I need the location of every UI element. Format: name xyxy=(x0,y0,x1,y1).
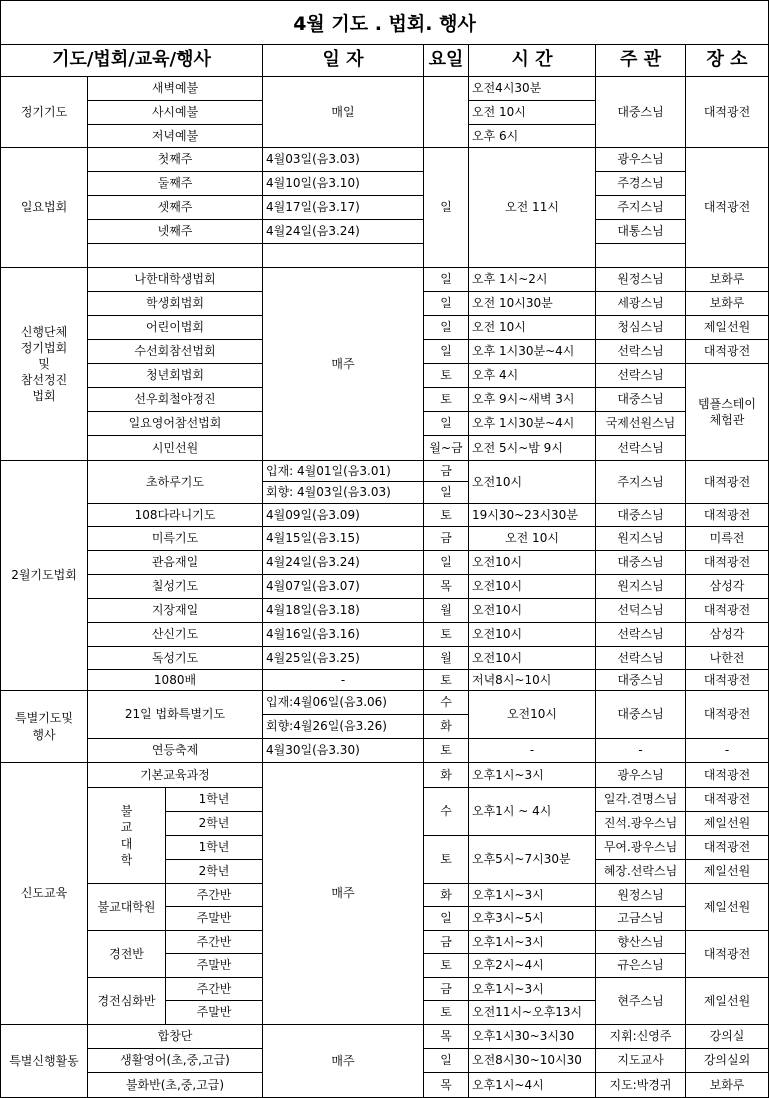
cell-place: 제일선원 xyxy=(686,812,768,836)
cell-date: 4월07일(음3.07) xyxy=(263,575,424,599)
header-date: 일 자 xyxy=(263,45,424,77)
cell-date: 매주 xyxy=(263,268,424,461)
cell-place: 강의실 xyxy=(686,1025,768,1049)
cell-host: 지도:박경귀 xyxy=(596,1073,686,1097)
cell-date: 4월25일(음3.25) xyxy=(263,647,424,670)
cell-date: 매주 xyxy=(263,1025,424,1097)
cell-time: - xyxy=(469,739,596,763)
cell-weekday: 월 xyxy=(424,599,469,623)
cell-weekday: 월~금 xyxy=(424,436,469,461)
cell-item: 사시예불 xyxy=(88,101,263,125)
cell-place: 강의실외 xyxy=(686,1049,768,1073)
cell-item: 둘째주 xyxy=(88,172,263,196)
cell-host: 선락스님 xyxy=(596,647,686,670)
cell-time: 오전10시 xyxy=(469,461,596,504)
cell-item: 미륵기도 xyxy=(88,527,263,551)
cell-weekday: 일 xyxy=(424,551,469,575)
cell-place: 템플스테이 체험관 xyxy=(686,364,768,461)
cell-weekday: 토 xyxy=(424,1001,469,1025)
cell-time: 오후 1시~2시 xyxy=(469,268,596,292)
cell-time: 오후3시~5시 xyxy=(469,907,596,931)
cell-subitem: 주말반 xyxy=(166,954,263,978)
cell-item: 어린이법회 xyxy=(88,316,263,340)
cell-host: 대중스님 xyxy=(596,504,686,527)
cell-place: 대적광전 xyxy=(686,788,768,812)
cell-host: 대통스님 xyxy=(596,220,686,244)
cell-item: 1080배 xyxy=(88,670,263,691)
cell-place: 제일선원 xyxy=(686,860,768,884)
cell-date: 회향:4월26일(음3.26) xyxy=(263,715,424,739)
cell-date: 4월03일(음3.03) xyxy=(263,148,424,172)
cell-time: 오전10시 xyxy=(469,647,596,670)
cell-place: 대적광전 xyxy=(686,670,768,691)
cell-category: 신행단체 정기법회 및 참선정진 법회 xyxy=(1,268,88,461)
cell-time: 오후1시~3시 xyxy=(469,931,596,954)
cell-place: - xyxy=(686,739,768,763)
cell-item: 산신기도 xyxy=(88,623,263,647)
cell-time: 오전 10시 xyxy=(469,527,596,551)
cell-date: 4월18일(음3.18) xyxy=(263,599,424,623)
cell-subitem: 주말반 xyxy=(166,1001,263,1025)
cell-item: 생활영어(초,중,고급) xyxy=(88,1049,263,1073)
cell-item: 108다라니기도 xyxy=(88,504,263,527)
cell-host: 대중스님 xyxy=(596,691,686,739)
cell-host: 광우스님 xyxy=(596,148,686,172)
cell-host: 선락스님 xyxy=(596,436,686,461)
cell-item: 21일 법화특별기도 xyxy=(88,691,263,739)
cell-host: 주경스님 xyxy=(596,172,686,196)
page-title: 4월 기도 . 법회. 행사 xyxy=(1,1,768,45)
cell-time: 오전 10시 xyxy=(469,316,596,340)
cell-category: 신도교육 xyxy=(1,763,88,1025)
cell-subitem: 주말반 xyxy=(166,907,263,931)
cell-weekday: 월 xyxy=(424,647,469,670)
cell-weekday: 토 xyxy=(424,739,469,763)
cell-weekday: 목 xyxy=(424,1025,469,1049)
cell-time: 오전11시~오후13시 xyxy=(469,1001,596,1025)
cell-date xyxy=(263,244,424,268)
cell-host: 일각.견명스님 xyxy=(596,788,686,812)
cell-weekday: 화 xyxy=(424,763,469,788)
cell-time: 오전 11시 xyxy=(469,148,596,268)
cell-weekday: 토 xyxy=(424,954,469,978)
cell-item: 경전심화반 xyxy=(88,978,166,1025)
cell-item: 불교대학원 xyxy=(88,884,166,931)
cell-weekday: 목 xyxy=(424,1073,469,1097)
cell-host: 광우스님 xyxy=(596,763,686,788)
cell-host: 대중스님 xyxy=(596,551,686,575)
cell-subitem: 2학년 xyxy=(166,812,263,836)
cell-item: 새벽예불 xyxy=(88,77,263,101)
cell-time: 오후1시~3시 xyxy=(469,978,596,1001)
cell-host: 주지스님 xyxy=(596,196,686,220)
cell-time: 오후5시~7시30분 xyxy=(469,836,596,884)
cell-host: 청심스님 xyxy=(596,316,686,340)
cell-subitem: 주간반 xyxy=(166,931,263,954)
cell-weekday: 토 xyxy=(424,388,469,412)
cell-weekday: 토 xyxy=(424,364,469,388)
cell-host: 원정스님 xyxy=(596,884,686,907)
cell-category: 일요법회 xyxy=(1,148,88,268)
cell-date: 4월10일(음3.10) xyxy=(263,172,424,196)
cell-weekday: 토 xyxy=(424,504,469,527)
cell-host: 무여.광우스님 xyxy=(596,836,686,860)
cell-place: 대적광전 xyxy=(686,340,768,364)
header-category: 기도/법회/교육/행사 xyxy=(1,45,263,77)
cell-host: 진석.광우스님 xyxy=(596,812,686,836)
cell-time: 오후1시 ~ 4시 xyxy=(469,788,596,836)
cell-item: 관음재일 xyxy=(88,551,263,575)
cell-item: 선우회철야정진 xyxy=(88,388,263,412)
cell-subitem: 주간반 xyxy=(166,884,263,907)
cell-place: 나한전 xyxy=(686,647,768,670)
cell-weekday: 일 xyxy=(424,292,469,316)
cell-place: 보화루 xyxy=(686,292,768,316)
cell-date: 매주 xyxy=(263,763,424,1025)
cell-host: 세광스님 xyxy=(596,292,686,316)
cell-host: 대중스님 xyxy=(596,670,686,691)
cell-place: 대적광전 xyxy=(686,931,768,978)
cell-time: 오전10시 xyxy=(469,691,596,739)
cell-date: 입재: 4월01일(음3.01) xyxy=(263,461,424,482)
cell-item: 기본교육과정 xyxy=(88,763,263,788)
cell-category: 2월기도법회 xyxy=(1,461,88,691)
cell-item: 독성기도 xyxy=(88,647,263,670)
cell-host: 원정스님 xyxy=(596,268,686,292)
cell-time: 오전10시 xyxy=(469,623,596,647)
cell-host: - xyxy=(596,739,686,763)
cell-weekday: 목 xyxy=(424,575,469,599)
cell-weekday: 일 xyxy=(424,907,469,931)
cell-time: 오후 1시30분~4시 xyxy=(469,412,596,436)
cell-host: 향산스님 xyxy=(596,931,686,954)
cell-weekday: 토 xyxy=(424,623,469,647)
header-time: 시 간 xyxy=(469,45,596,77)
cell-time: 오후 4시 xyxy=(469,364,596,388)
header-host: 주 관 xyxy=(596,45,686,77)
cell-date: 4월24일(음3.24) xyxy=(263,220,424,244)
cell-host: 혜장.선락스님 xyxy=(596,860,686,884)
cell-host: 원지스님 xyxy=(596,527,686,551)
cell-time: 오전10시 xyxy=(469,575,596,599)
cell-item: 나한대학생법회 xyxy=(88,268,263,292)
cell-place: 대적광전 xyxy=(686,691,768,739)
cell-time: 오후 9시~새벽 3시 xyxy=(469,388,596,412)
cell-place: 보화루 xyxy=(686,268,768,292)
cell-item: 합창단 xyxy=(88,1025,263,1049)
cell-host xyxy=(596,244,686,268)
cell-time: 오후 1시30분~4시 xyxy=(469,340,596,364)
cell-weekday: 금 xyxy=(424,461,469,482)
cell-host: 대중스님 xyxy=(596,388,686,412)
cell-item: 시민선원 xyxy=(88,436,263,461)
cell-weekday: 일 xyxy=(424,412,469,436)
cell-weekday: 일 xyxy=(424,340,469,364)
cell-date: - xyxy=(263,670,424,691)
cell-host: 선락스님 xyxy=(596,623,686,647)
cell-item: 저녁예불 xyxy=(88,125,263,148)
cell-item: 불화반(초,중,고급) xyxy=(88,1073,263,1097)
cell-subitem: 주간반 xyxy=(166,978,263,1001)
cell-item: 불 교 대 학 xyxy=(88,788,166,884)
cell-item: 학생회법회 xyxy=(88,292,263,316)
cell-date: 4월17일(음3.17) xyxy=(263,196,424,220)
cell-host: 주지스님 xyxy=(596,461,686,504)
cell-place: 제일선원 xyxy=(686,978,768,1025)
cell-place: 대적광전 xyxy=(686,763,768,788)
cell-date: 4월16일(음3.16) xyxy=(263,623,424,647)
cell-date: 4월24일(음3.24) xyxy=(263,551,424,575)
cell-item: 일요영어참선법회 xyxy=(88,412,263,436)
cell-place: 보화루 xyxy=(709,1077,745,1092)
cell-weekday: 일 xyxy=(424,316,469,340)
cell-time: 19시30~23시30분 xyxy=(469,504,596,527)
cell-time: 오전10시 xyxy=(469,599,596,623)
cell-weekday: 일 xyxy=(424,148,469,268)
cell-time: 오전 10시30분 xyxy=(469,292,596,316)
cell-item xyxy=(88,244,263,268)
cell-host: 지도교사 xyxy=(596,1049,686,1073)
cell-place: 대적광전 xyxy=(686,504,768,527)
cell-item: 연등축제 xyxy=(88,739,263,763)
cell-date: 회향: 4월03일(음3.03) xyxy=(263,482,424,504)
cell-category: 특별신행활동 xyxy=(1,1025,88,1097)
cell-weekday: 화 xyxy=(424,884,469,907)
cell-time: 오후1시~3시 xyxy=(469,763,596,788)
cell-place: 대적광전 xyxy=(686,77,768,148)
cell-time: 저녁8시~10시 xyxy=(469,670,596,691)
cell-item: 수선회참선법회 xyxy=(88,340,263,364)
cell-place: 대적광전 xyxy=(686,836,768,860)
cell-time: 오전 5시~밤 9시 xyxy=(469,436,596,461)
cell-weekday: 일 xyxy=(424,482,469,504)
cell-date: 입재:4월06일(음3.06) xyxy=(263,691,424,715)
cell-place: 삼성각 xyxy=(686,575,768,599)
cell-host: 선덕스님 xyxy=(596,599,686,623)
cell-place: 제일선원 xyxy=(686,884,768,931)
cell-weekday: 수 xyxy=(424,691,469,715)
cell-time: 오후2시~4시 xyxy=(469,954,596,978)
cell-item: 경전반 xyxy=(88,931,166,978)
cell-category: 정기기도 xyxy=(1,77,88,148)
cell-weekday xyxy=(424,77,469,148)
cell-item: 칠성기도 xyxy=(88,575,263,599)
cell-place: 대적광전 xyxy=(686,551,768,575)
cell-subitem: 2학년 xyxy=(166,860,263,884)
cell-time: 오후 6시 xyxy=(469,125,596,148)
cell-time: 오후1시~4시 xyxy=(469,1073,596,1097)
cell-place: 미륵전 xyxy=(686,527,768,551)
cell-item: 셋째주 xyxy=(88,196,263,220)
cell-host: 원지스님 xyxy=(596,575,686,599)
cell-date: 매일 xyxy=(263,77,424,148)
cell-host: 선락스님 xyxy=(596,340,686,364)
cell-weekday: 금 xyxy=(424,527,469,551)
cell-place: 대적광전 xyxy=(686,148,768,268)
cell-subitem: 1학년 xyxy=(166,836,263,860)
cell-time: 오전 10시 xyxy=(469,101,596,125)
cell-item: 청년회법회 xyxy=(88,364,263,388)
cell-category: 특별기도및 행사 xyxy=(1,691,88,763)
cell-weekday: 토 xyxy=(424,836,469,884)
header-weekday: 요일 xyxy=(424,45,469,77)
cell-host: 선락스님 xyxy=(596,364,686,388)
cell-date: 4월09일(음3.09) xyxy=(263,504,424,527)
cell-time: 오전4시30분 xyxy=(469,77,596,101)
cell-weekday: 금 xyxy=(424,978,469,1001)
cell-date: 4월15일(음3.15) xyxy=(263,527,424,551)
header-place: 장 소 xyxy=(686,45,768,77)
cell-item: 첫째주 xyxy=(88,148,263,172)
cell-item: 초하루기도 xyxy=(88,461,263,504)
cell-host: 현주스님 xyxy=(596,978,686,1025)
cell-item: 지장재일 xyxy=(88,599,263,623)
cell-subitem: 1학년 xyxy=(166,788,263,812)
cell-weekday: 화 xyxy=(424,715,469,739)
cell-host: 국제선원스님 xyxy=(596,412,686,436)
cell-host: 지휘:신영주 xyxy=(596,1025,686,1049)
cell-weekday: 수 xyxy=(424,788,469,836)
cell-place: 제일선원 xyxy=(686,316,768,340)
cell-host: 규은스님 xyxy=(596,954,686,978)
cell-host: 고금스님 xyxy=(596,907,686,931)
cell-weekday: 일 xyxy=(424,1049,469,1073)
cell-time: 오전10시 xyxy=(469,551,596,575)
cell-place: 대적광전 xyxy=(686,461,768,504)
cell-weekday: 토 xyxy=(424,670,469,691)
cell-date: 4월30일(음3.30) xyxy=(263,739,424,763)
cell-weekday: 일 xyxy=(424,268,469,292)
cell-item: 넷째주 xyxy=(88,220,263,244)
cell-weekday: 금 xyxy=(424,931,469,954)
cell-place: 대적광전 xyxy=(686,599,768,623)
cell-host: 대중스님 xyxy=(596,77,686,148)
cell-time: 오후1시30~3시30 xyxy=(469,1025,596,1049)
cell-time: 오후1시~3시 xyxy=(469,884,596,907)
cell-place: 삼성각 xyxy=(686,623,768,647)
cell-time: 오전8시30~10시30 xyxy=(469,1049,596,1073)
